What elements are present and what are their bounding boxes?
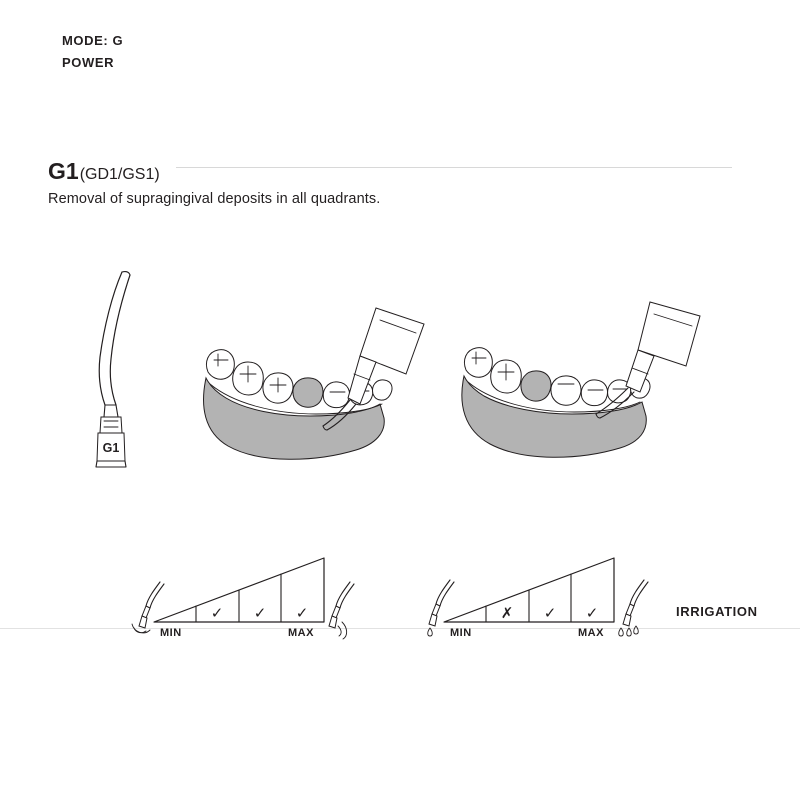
power-mark-left-4: ✓ — [295, 605, 309, 622]
power-min-label-left: MIN — [160, 627, 182, 639]
tip-icon-vibration-right — [320, 578, 376, 638]
page-subtitle: Removal of supragingival deposits in all quadrants. — [48, 191, 381, 207]
power-graph-right — [430, 548, 630, 644]
power-mark-left-3: ✓ — [253, 605, 267, 622]
power-mark-right-3: ✓ — [543, 605, 557, 622]
tip-icon-spray — [612, 578, 670, 640]
scaler-tip-figure — [60, 265, 210, 485]
jaw-diagram-right — [450, 300, 710, 490]
power-mark-left-2: ✓ — [210, 605, 224, 622]
mode-label: MODE: G — [62, 33, 124, 48]
power-graph-left — [140, 548, 340, 644]
mode-power-band — [0, 548, 800, 658]
irrigation-label: IRRIGATION — [676, 604, 758, 619]
power-max-label-right: MAX — [578, 627, 604, 639]
title-variants: (GD1/GS1) — [79, 166, 160, 183]
page-title: G1 — [48, 158, 79, 184]
band-divider — [0, 628, 800, 629]
power-mark-right-2: ✗ — [500, 605, 514, 622]
title-row — [48, 160, 768, 183]
mode-power-labels — [62, 30, 123, 74]
power-max-label-left: MAX — [288, 627, 314, 639]
power-label: POWER — [62, 55, 115, 70]
power-mark-right-4: ✓ — [585, 605, 599, 622]
page-header — [48, 160, 768, 207]
jaw-diagram-left — [190, 300, 430, 490]
tip-label: G1 — [102, 441, 120, 455]
title-divider — [176, 167, 732, 168]
power-min-label-right: MIN — [450, 627, 472, 639]
